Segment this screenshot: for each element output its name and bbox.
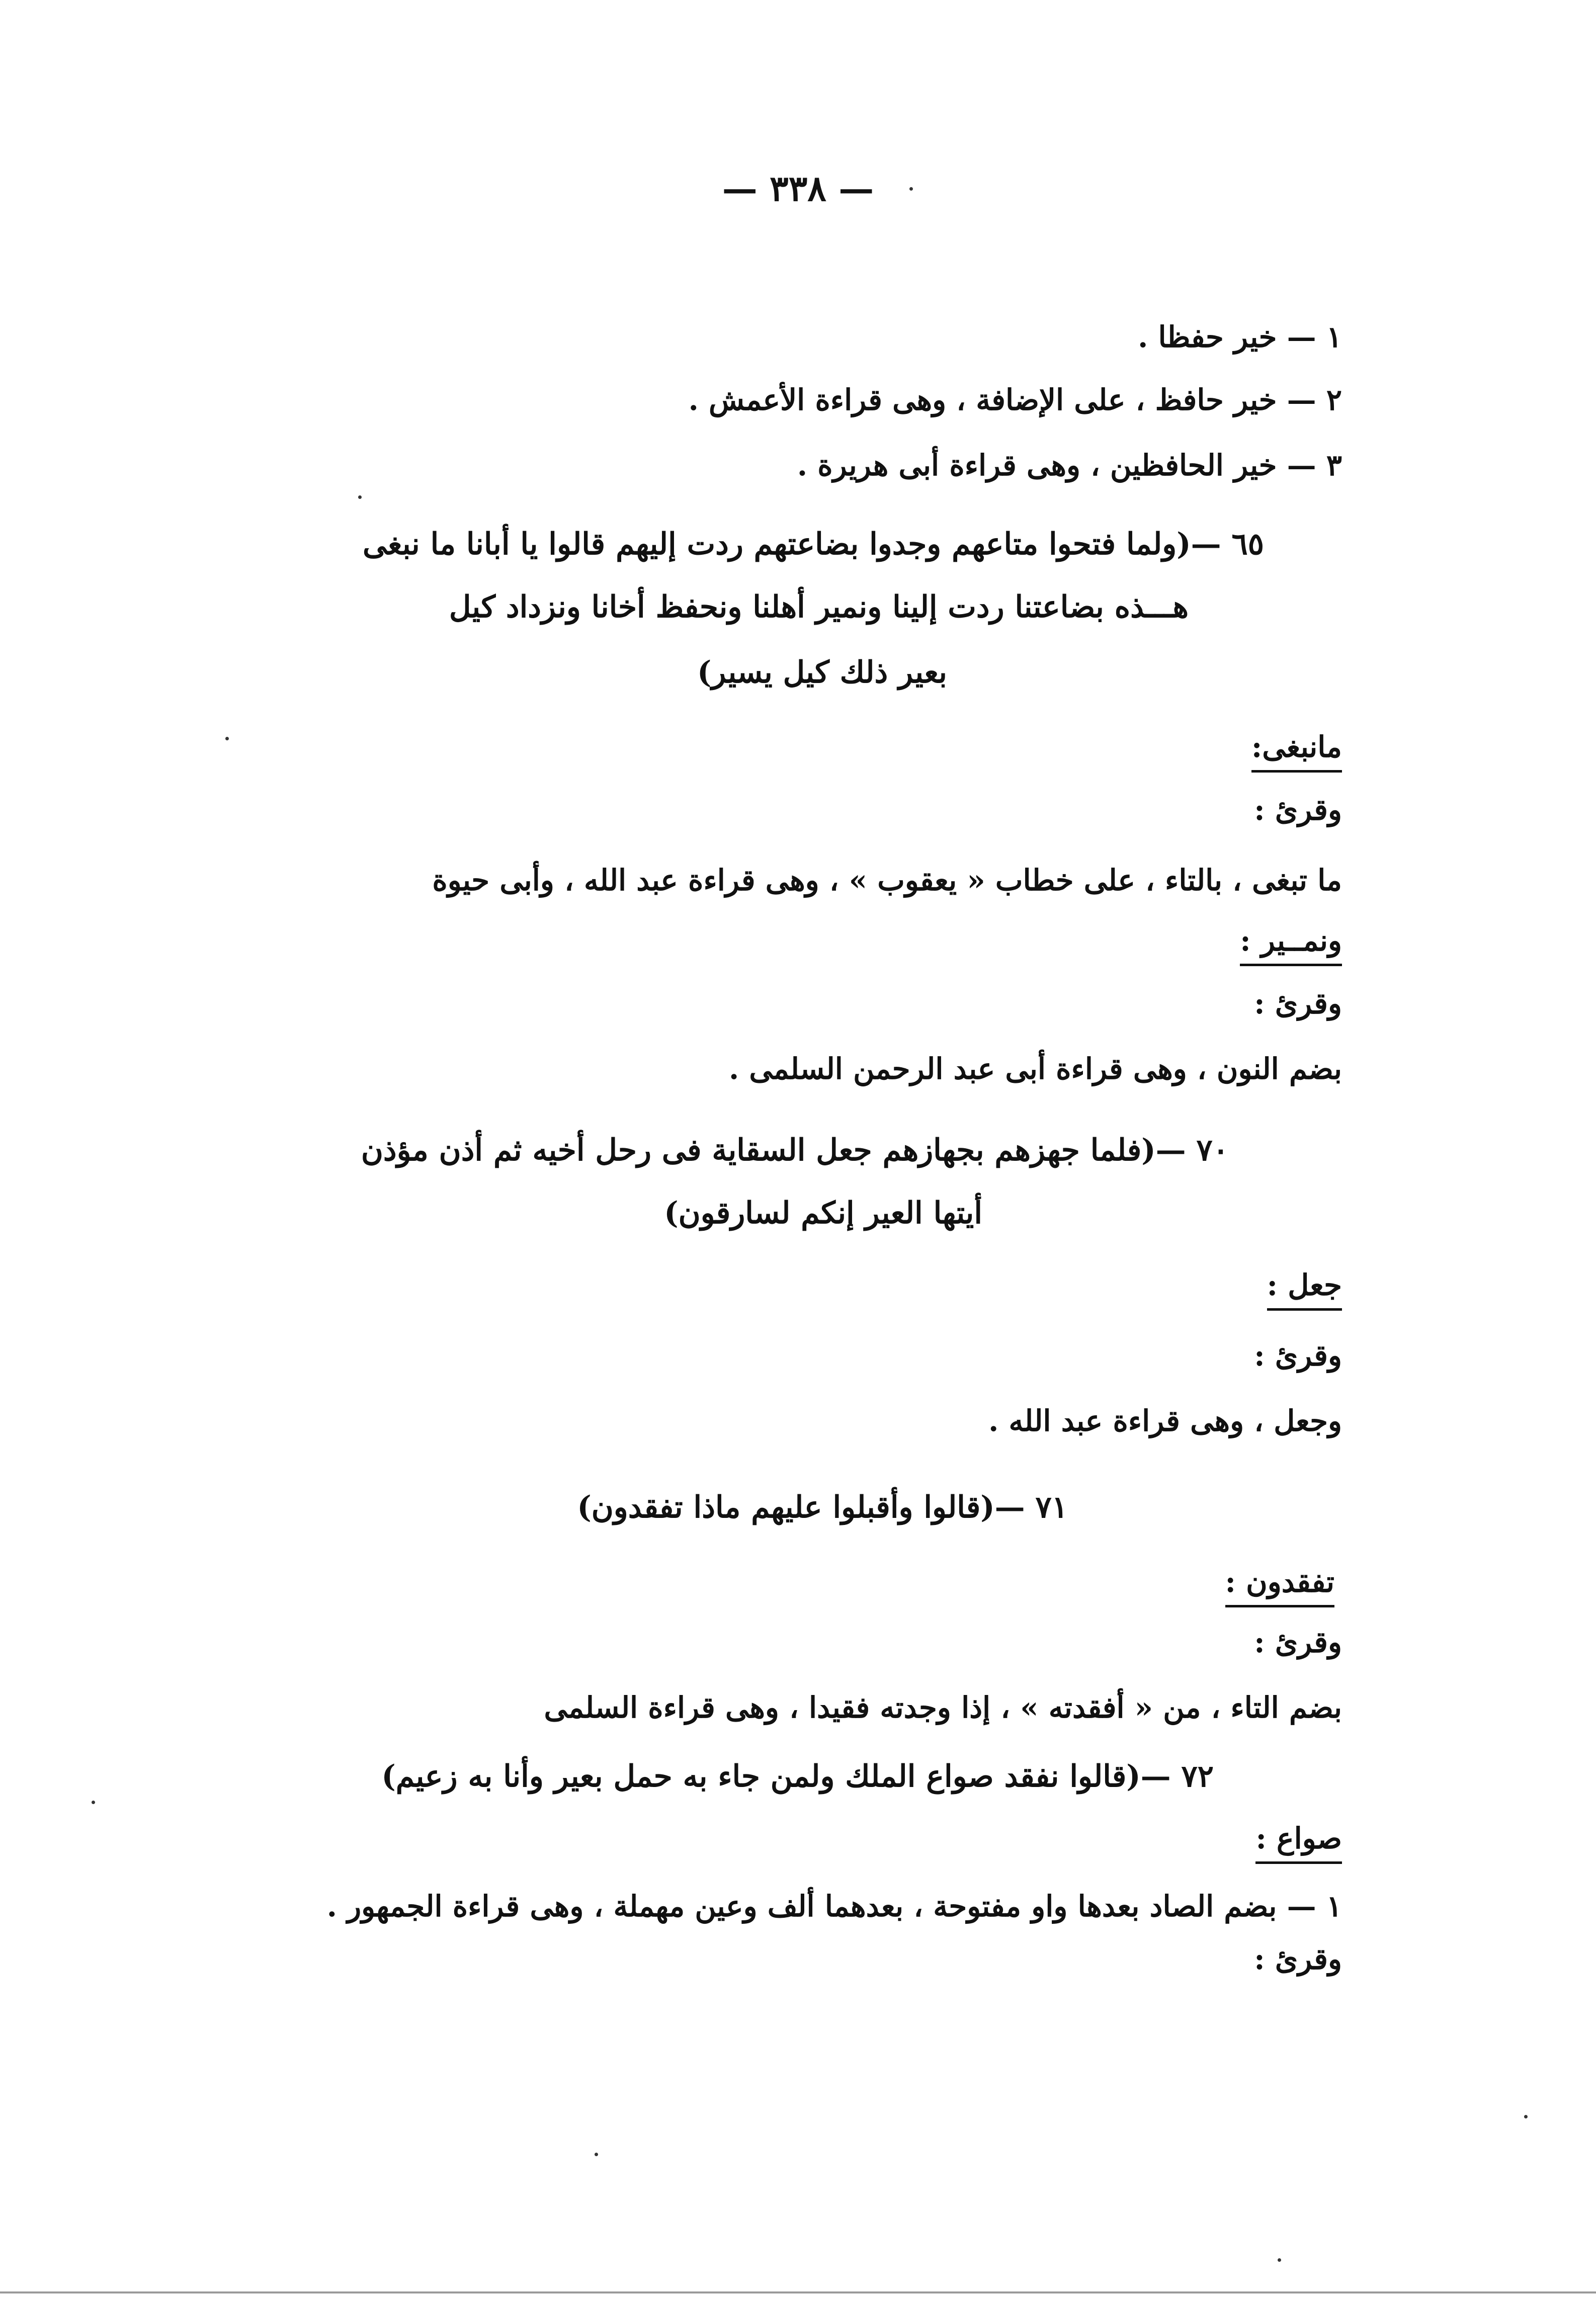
word-heading-nabghi: مانبغى:: [1251, 727, 1342, 773]
reading-line-3: ٣ — خير الحافظين ، وهى قراءة أبى هريرة .: [797, 448, 1342, 482]
verse-70-line-2: أيتها العير إنكم لسارقون): [664, 1196, 982, 1231]
scan-speck: [1524, 2115, 1528, 2118]
bottom-border: [0, 2291, 1596, 2293]
page-number: — ٣٣٨ —: [722, 167, 874, 209]
word-heading-suwa: صواع :: [1255, 1818, 1342, 1864]
word-heading-jaal: جعل :: [1267, 1265, 1342, 1311]
scan-speck: [909, 187, 913, 191]
scan-speck: [358, 495, 362, 499]
reading-line-2: ٢ — خير حافظ ، على الإضافة ، وهى قراءة الأعمش .: [688, 383, 1342, 417]
verse-72: ٧٢ —(قالوا نفقد صواع الملك ولمن جاء به حمل بعير وأنا به زعيم): [381, 1759, 1214, 1794]
wa-quri-label-2: وقرئ :: [1254, 986, 1342, 1020]
reading-jaal: وجعل ، وهى قراءة عبد الله .: [988, 1404, 1342, 1438]
verse-65-line-2: هـــذه بضاعتنا ردت إلينا ونمير أهلنا ونحفظ أخانا ونزداد كيل: [449, 589, 1189, 625]
wa-quri-label-1: وقرئ :: [1254, 793, 1342, 827]
verse-65-line-1: ٦٥ —(ولما فتحوا متاعهم وجدوا بضاعتهم ردت إليهم قالوا يا أبانا ما نبغى: [362, 527, 1264, 562]
reading-nabghi: ما تبغى ، بالتاء ، على خطاب « يعقوب » ، وهى قراءة عبد الله ، وأبى حيوة: [432, 863, 1342, 897]
reading-suwa-1: ١ — بضم الصاد بعدها واو مفتوحة ، بعدهما ألف وعين مهملة ، وهى قراءة الجمهور .: [326, 1889, 1342, 1923]
verse-70-line-1: ٧٠ —(فلما جهزهم بجهازهم جعل السقاية فى رحل أخيه ثم أذن مؤذن: [361, 1133, 1229, 1168]
reading-numir: بضم النون ، وهى قراءة أبى عبد الرحمن السلمى .: [728, 1052, 1342, 1086]
scan-speck: [595, 2153, 598, 2156]
word-heading-tafqidun: تفقدون :: [1225, 1562, 1334, 1607]
word-heading-numir: ونمــير :: [1240, 920, 1342, 966]
wa-quri-label-5: وقرئ :: [1254, 1942, 1342, 1976]
verse-65-line-3: بعير ذلك كيل يسير): [697, 655, 947, 690]
verse-71: ٧١ —(قالوا وأقبلوا عليهم ماذا تفقدون): [577, 1490, 1068, 1525]
scan-speck: [92, 1801, 95, 1804]
wa-quri-label-4: وقرئ :: [1254, 1625, 1342, 1659]
scan-speck: [1278, 2258, 1281, 2262]
reading-line-1: ١ — خير حفظا .: [1138, 320, 1342, 354]
reading-tafqidun: بضم التاء ، من « أفقدته » ، إذا وجدته فقيدا ، وهى قراءة السلمى: [544, 1690, 1342, 1725]
scan-speck: [225, 737, 229, 740]
wa-quri-label-3: وقرئ :: [1254, 1338, 1342, 1373]
